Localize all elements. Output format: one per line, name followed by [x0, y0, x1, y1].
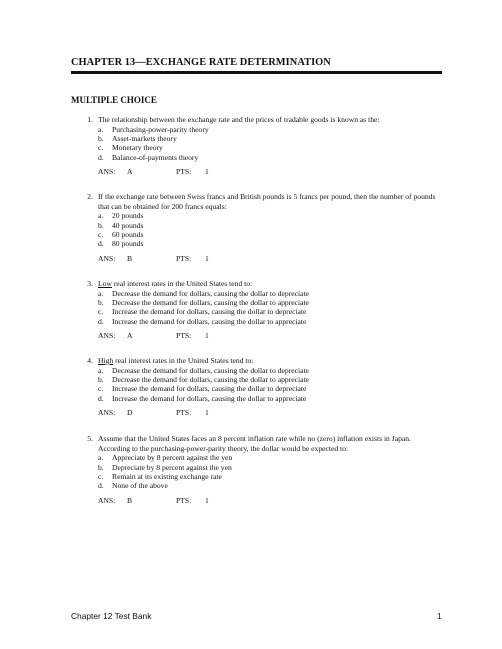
title-rule: [71, 71, 442, 74]
emphasis-word: Low: [98, 279, 112, 288]
choice-list: [71, 289, 442, 327]
question-text: Assume that the United States faces an 8 percent inflation rate while no (zero) inflation exists in Japan. According to the purchasing-power-parity theory, the dollar would be expected to:: [98, 434, 411, 453]
answer-value: B: [127, 253, 133, 263]
answer-value: A: [127, 331, 133, 341]
question-text: If the exchange rate between Swiss francs and British pounds is 5 francs per pound, then the number of pounds that can be obtained for 200 francs equals:: [98, 192, 436, 211]
choice-list: [71, 211, 442, 249]
answer-line: ANS: D PTS: 1: [98, 408, 209, 418]
question-2: [71, 192, 442, 264]
answer-line: ANS: A PTS: 1: [98, 331, 209, 341]
answer-value: A: [127, 167, 133, 177]
answer-value: B: [127, 495, 133, 505]
question-text: Low real interest rates in the United States tend to:: [98, 279, 253, 288]
points-value: 1: [205, 253, 209, 263]
choice-list: [71, 366, 442, 404]
question-text: High real interest rates in the United States tend to:: [98, 356, 254, 365]
answer-line: ANS: B PTS: 1: [98, 495, 209, 505]
question-text: The relationship between the exchange rate and the prices of tradable goods is known as the:: [98, 115, 380, 124]
choice-b: b. Asset-markets theory: [98, 134, 177, 143]
choice-c: c. Increase the demand for dollars, causing the dollar to depreciate: [98, 384, 307, 394]
question-5: [71, 434, 442, 506]
answer-line: ANS: A PTS: 1: [98, 167, 209, 177]
page-number: 1: [437, 611, 442, 621]
question-1: [71, 115, 442, 177]
choice-a: a. Purchasing-power-parity theory: [98, 124, 209, 134]
question-number: 3.: [87, 279, 93, 288]
footer-text: Chapter 12 Test Bank: [71, 611, 152, 621]
points-value: 1: [205, 408, 209, 418]
choice-c: c. Increase the demand for dollars, causing the dollar to depreciate: [98, 307, 307, 317]
question-number: 1.: [87, 115, 93, 124]
emphasis-word: High: [98, 356, 114, 365]
choice-d: d. Balance-of-payments theory: [98, 152, 199, 162]
choice-b: b. Depreciate by 8 percent against the yen: [98, 462, 232, 472]
question-4: [71, 356, 442, 418]
choice-d: d. Increase the demand for dollars, causing the dollar to appreciate: [98, 316, 307, 326]
choice-list: [71, 125, 442, 163]
question-number: 4.: [87, 356, 93, 365]
choice-c: c. 60 pounds: [98, 230, 144, 239]
points-value: 1: [205, 331, 209, 341]
choice-d: d. Increase the demand for dollars, causing the dollar to appreciate: [98, 393, 307, 403]
choice-a: a. 20 pounds: [98, 211, 144, 221]
choice-list: [71, 453, 442, 491]
choice-c: c. Monetary theory: [98, 143, 163, 153]
choice-a: a. Decrease the demand for dollars, causing the dollar to depreciate: [98, 365, 309, 375]
answer-line: ANS: B PTS: 1: [98, 253, 209, 263]
section-heading: MULTIPLE CHOICE: [71, 95, 157, 105]
choice-b: b. Decrease the demand for dollars, causing the dollar to appreciate: [98, 375, 309, 384]
choice-d: d. None of the above: [98, 481, 168, 491]
choice-d: d. 80 pounds: [98, 239, 144, 249]
question-number: 5.: [87, 434, 93, 443]
question-number: 2.: [87, 192, 93, 201]
question-3: [71, 279, 442, 341]
choice-c: c. Remain at its existing exchange rate: [98, 472, 222, 481]
points-value: 1: [205, 167, 209, 177]
choice-b: b. Decrease the demand for dollars, causing the dollar to appreciate: [98, 298, 309, 307]
chapter-title: CHAPTER 13—EXCHANGE RATE DETERMINATION: [71, 57, 331, 68]
points-value: 1: [205, 495, 209, 505]
choice-a: a. Appreciate by 8 percent against the yen: [98, 453, 233, 463]
choice-a: a. Decrease the demand for dollars, causing the dollar to depreciate: [98, 288, 309, 298]
choice-b: b. 40 pounds: [98, 220, 144, 230]
answer-value: D: [127, 408, 133, 418]
